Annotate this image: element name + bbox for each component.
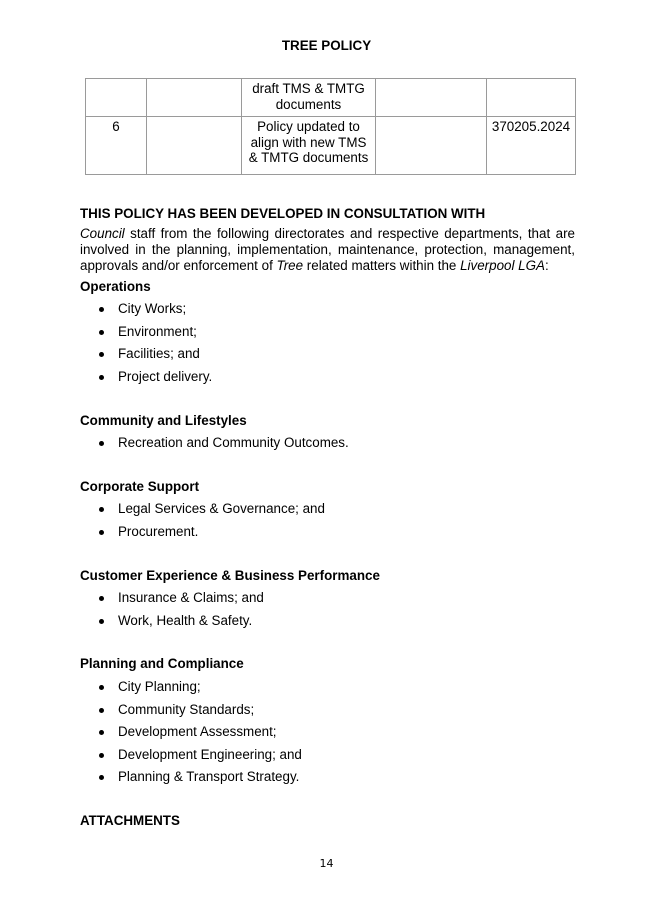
consultation-heading: THIS POLICY HAS BEEN DEVELOPED IN CONSULTATION WITH — [80, 206, 486, 221]
table-cell — [86, 79, 147, 117]
bullet-icon — [99, 596, 104, 601]
list-item-text: Work, Health & Safety. — [118, 612, 253, 628]
group-list-planning-compliance — [80, 679, 302, 792]
list-item — [80, 435, 349, 458]
consultation-intro — [80, 226, 575, 274]
list-item — [80, 301, 212, 324]
table-cell: 6 — [86, 117, 147, 175]
bullet-icon — [99, 330, 104, 335]
table-cell — [147, 79, 242, 117]
table-cell: 370205.2024 — [487, 117, 576, 175]
revision-history-table — [85, 78, 576, 175]
list-item-text: Facilities; and — [118, 346, 200, 362]
group-list-customer-experience — [80, 590, 264, 635]
tree-term: Tree — [276, 258, 304, 273]
council-term: Council — [80, 226, 125, 241]
page-title: TREE POLICY — [281, 38, 372, 53]
list-item-text: City Planning; — [118, 679, 201, 694]
table-cell: draft TMS & TMTG documents — [242, 79, 376, 117]
group-title-planning-compliance: Planning and Compliance — [80, 656, 244, 671]
list-item-text: Environment; — [118, 323, 197, 339]
group-title-customer-experience: Customer Experience & Business Performance — [80, 568, 380, 583]
group-title-community-lifestyles: Community and Lifestyles — [80, 413, 247, 428]
list-item — [80, 501, 325, 524]
list-item — [80, 369, 212, 392]
group-title-corporate-support: Corporate Support — [80, 479, 200, 494]
list-item-text: Project delivery. — [118, 368, 213, 384]
list-item — [80, 324, 212, 347]
bullet-icon — [99, 708, 104, 713]
list-item — [80, 747, 302, 770]
list-item-text: City Works; — [118, 301, 187, 316]
list-item-text: Procurement. — [118, 523, 199, 539]
list-item-text: Development Assessment; — [118, 724, 277, 740]
list-item-text: Recreation and Community Outcomes. — [118, 435, 349, 450]
list-item — [80, 724, 302, 747]
table-cell — [376, 79, 487, 117]
intro-text-1: staff from the following directorates and respective departments, that are involved in the planning, implementation, maintenance, protection, management, approvals and/or enforcement of — [80, 226, 575, 273]
lga-term: Liverpool LGA — [460, 258, 545, 273]
bullet-icon — [99, 307, 104, 312]
list-item-text: Planning & Transport Strategy. — [118, 769, 300, 785]
list-item — [80, 679, 302, 702]
bullet-icon — [99, 775, 104, 780]
bullet-icon — [99, 730, 104, 735]
group-list-corporate-support — [80, 501, 325, 546]
bullet-icon — [99, 530, 104, 535]
list-item — [80, 346, 212, 369]
table-cell: Policy updated to align with new TMS & TMTG documents — [242, 117, 376, 175]
list-item — [80, 702, 302, 725]
page-number: 14 — [319, 857, 334, 870]
group-list-operations — [80, 301, 212, 391]
bullet-icon — [99, 753, 104, 758]
group-list-community-lifestyles — [80, 435, 349, 458]
table-cell — [376, 117, 487, 175]
bullet-icon — [99, 375, 104, 380]
table-row — [86, 79, 576, 117]
list-item — [80, 590, 264, 613]
bullet-icon — [99, 441, 104, 446]
bullet-icon — [99, 507, 104, 512]
table-cell — [147, 117, 242, 175]
attachments-heading: ATTACHMENTS — [80, 813, 180, 828]
intro-text-2: related matters within the — [303, 258, 461, 273]
list-item-text: Insurance & Claims; and — [118, 590, 264, 605]
list-item — [80, 613, 264, 636]
bullet-icon — [99, 352, 104, 357]
list-item — [80, 769, 302, 792]
list-item-text: Community Standards; — [118, 701, 255, 717]
list-item-text: Legal Services & Governance; and — [118, 501, 325, 516]
bullet-icon — [99, 685, 104, 690]
group-title-operations: Operations — [80, 279, 151, 294]
intro-text-3: : — [544, 258, 549, 273]
table-cell — [487, 79, 576, 117]
table-row — [86, 117, 576, 175]
list-item-text: Development Engineering; and — [118, 746, 302, 762]
bullet-icon — [99, 619, 104, 624]
list-item — [80, 524, 325, 547]
